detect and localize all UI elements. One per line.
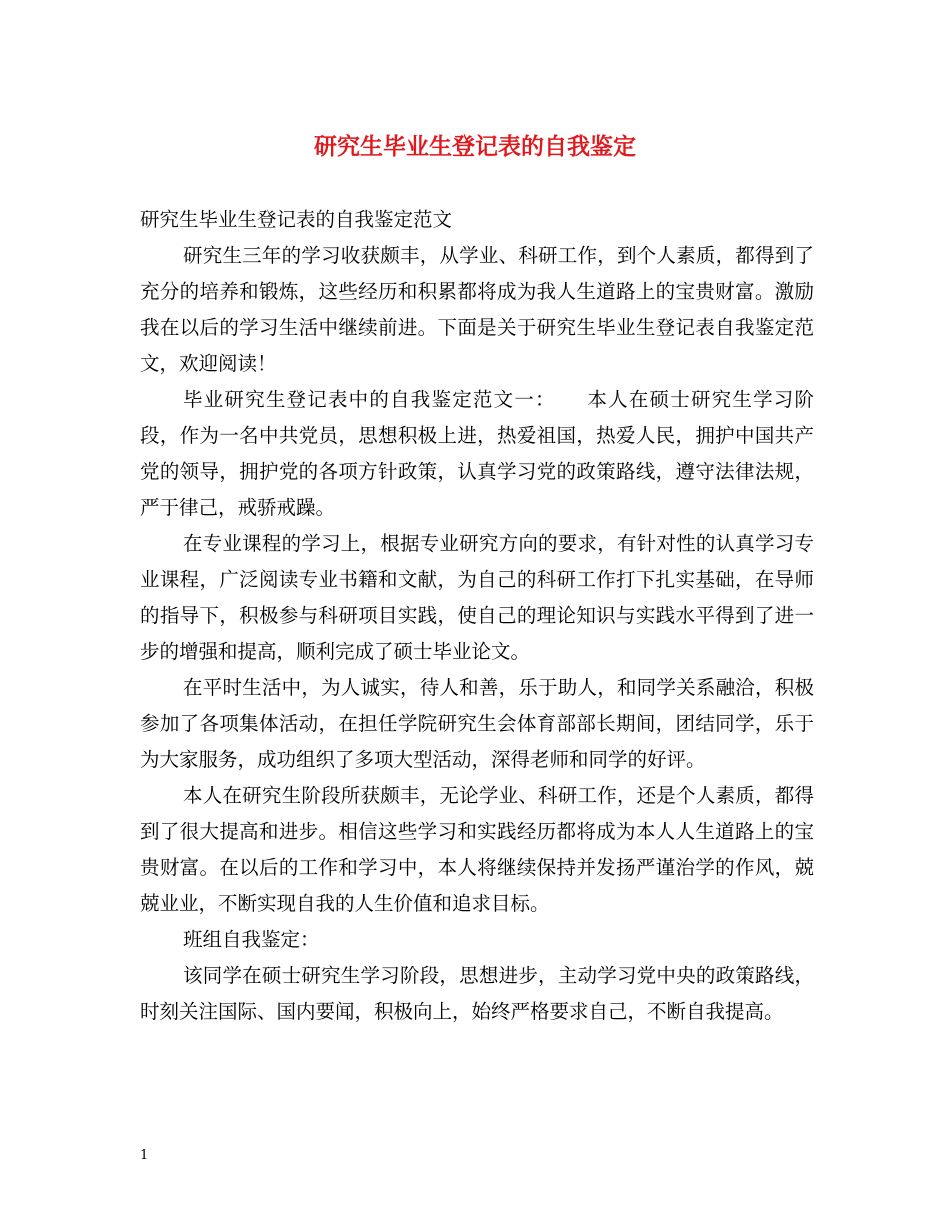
page-number: 1 [140,1148,149,1163]
subtitle-paragraph: 研究生毕业生登记表的自我鉴定范文 [140,208,453,231]
intro-paragraph: 研究生三年的学习收获颇丰，从学业、科研工作，到个人素质，都得到了充分的培养和锻炼，这些经历和积累都将成为我人生道路上的宝贵财富。激励我在以后的学习生活中继续前进。下面是关于研究生毕业生登记表自我鉴定范文，欢迎阅读！ [140,244,814,375]
sample-one-paragraph: 毕业研究生登记表中的自我鉴定范文一： 本人在硕士研究生学习阶段，作为一名中共党员，思想积极上进，热爱祖国，热爱人民，拥护中国共产党的领导，拥护党的各项方针政策，认真学习党的政策路线，遵守法律法规，严于律己，戒骄戒躁。 [140,388,814,519]
summary-paragraph: 本人在研究生阶段所获颇丰，无论学业、科研工作，还是个人素质，都得到了很大提高和进步。相信这些学习和实践经历都将成为本人人生道路上的宝贵财富。在以后的工作和学习中，本人将继续保持并发扬严谨治学的作风，兢兢业业，不断实现自我的人生价值和追求目标。 [140,784,814,915]
daily-life-paragraph: 在平时生活中，为人诚实，待人和善，乐于助人，和同学关系融洽，积极参加了各项集体活动，在担任学院研究生会体育部部长期间，团结同学，乐于为大家服务，成功组织了多项大型活动，深得老师和同学的好评。 [140,676,814,771]
document-body [140,202,814,1030]
coursework-paragraph: 在专业课程的学习上，根据专业研究方向的要求，有针对性的认真学习专业课程，广泛阅读专业书籍和文献，为自己的科研工作打下扎实基础，在导师的指导下，积极参与科研项目实践，使自己的理论知识与实践水平得到了进一步的增强和提高，顺利完成了硕士毕业论文。 [140,532,814,663]
class-evaluation-heading: 班组自我鉴定： [183,928,320,951]
class-evaluation-paragraph: 该同学在硕士研究生学习阶段，思想进步，主动学习党中央的政策路线，时刻关注国际、国内要闻，积极向上，始终严格要求自己，不断自我提高。 [140,964,814,1023]
document-title: 研究生毕业生登记表的自我鉴定 [314,133,636,160]
